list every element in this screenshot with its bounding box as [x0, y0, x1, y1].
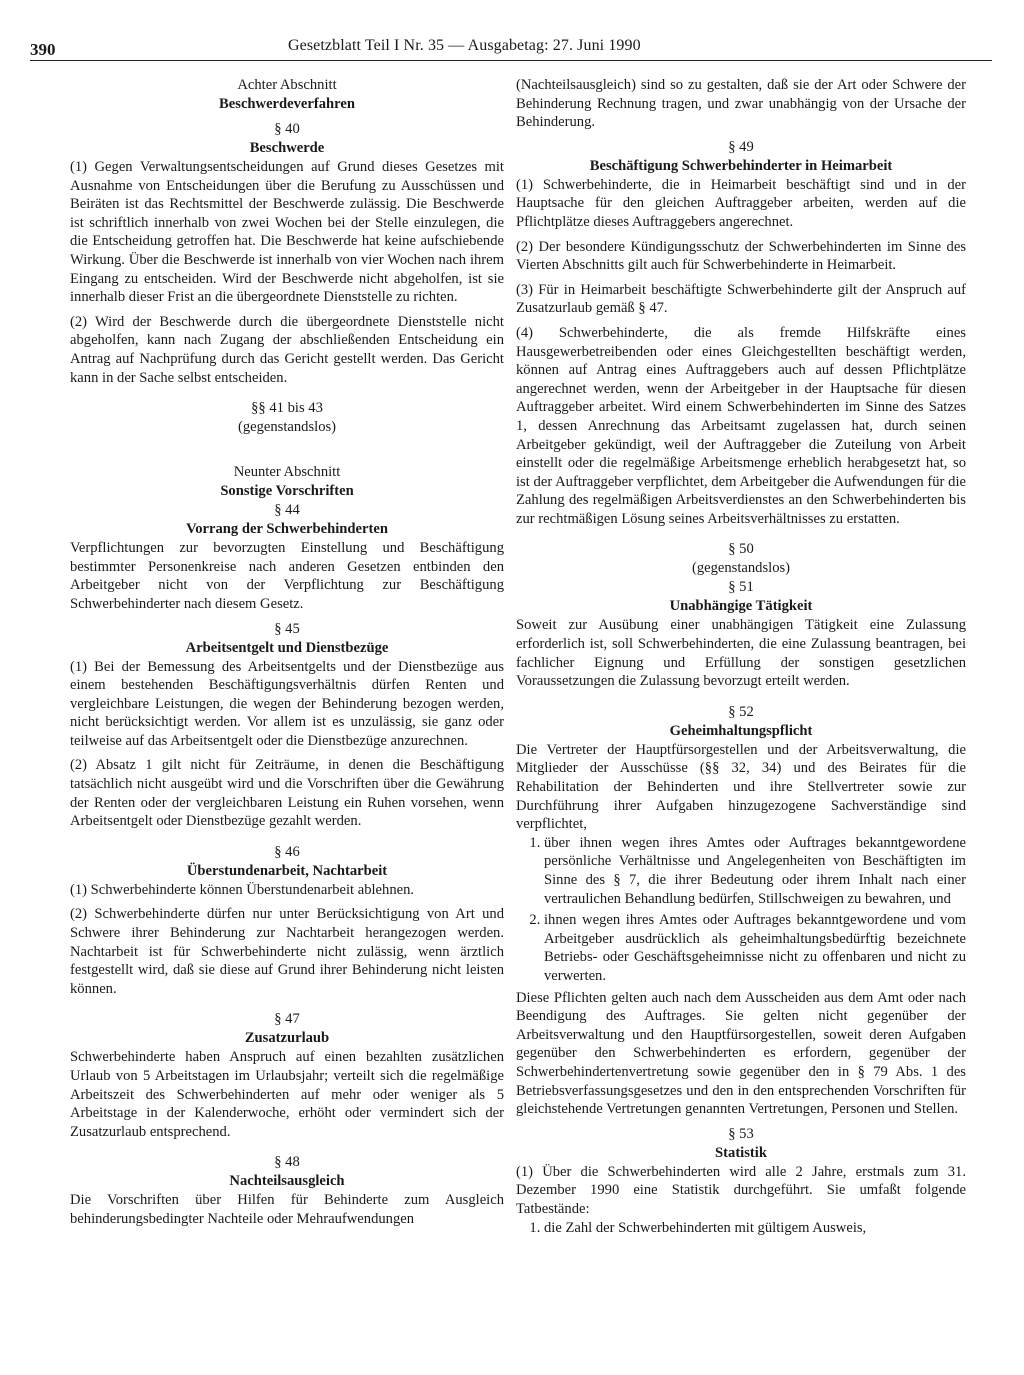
body-text: (2) Wird der Beschwerde durch die übergeordnete Dienststelle nicht abgeholfen, kann nach Zugang der abschließenden Entscheidung ein Antrag auf Nachprüfung durch das Gericht gestellt werden. Das Gericht kann in der Sache selbst entscheiden.	[70, 313, 504, 386]
page-number: 390	[30, 40, 56, 59]
body-text: (1) Bei der Bemessung des Arbeitsentgelts und der Dienstbezüge aus einem bestehenden Beschäftigungsverhältnis dürfen Renten und vergleichbare Leistungen, die wegen der Behinderung bezogen werden, nicht berücksichtigt werden. Vor allem ist es unzulässig, sie ganz oder teilweise auf das Arbeitsentgelt oder die Dienstbezüge anzurechnen.	[70, 658, 504, 749]
body-text: (3) Für in Heimarbeit beschäftigte Schwerbehinderte gilt der Anspruch auf Zusatzurlaub gemäß § 47.	[516, 281, 966, 317]
section-heading: Achter Abschnitt	[237, 77, 337, 93]
paragraph-title: Beschäftigung Schwerbehinderter in Heimarbeit	[589, 157, 893, 174]
paragraph-number: § 49	[728, 138, 754, 155]
obligation-list	[516, 834, 966, 986]
section-subheading: Beschwerdeverfahren	[219, 96, 355, 112]
list-item: 2. ihnen wegen ihres Amtes oder Auftrages bekanntgewordene und vom Arbeitgeber ausdrücklich als geheimhaltungsbedürftig bezeichnete Betriebs- oder Geschäftsgeheimnisse nicht zu offenbaren und nicht zu verwerten.	[544, 911, 966, 985]
body-text: (4) Schwerbehinderte, die als fremde Hilfskräfte eines Hausgewerbetreibenden oder eines Gleichgestellten beschäftigt werden, können auf Antrag eines Auftraggebers auch auf dessen Pflichtplätze angerechnet werden, wenn der Arbeitgeber in der Hauptsache für diesen Auftraggeber arbeitet. Wird einem Schwerbehinderten im Sinne des Satzes 1, dessen Anrechnung das Arbeitsamt zugelassen hat, durch seinen Arbeitgeber gekündigt, weil der Auftraggeber die Zuteilung von Arbeit einstellt oder die regelmäßige Arbeitsmenge erheblich herabgesetzt hat, so ist der Auftraggeber verpflichtet, dem Arbeitgeber die Aufwendungen für die Zahlung des regelmäßigen Arbeitsverdienstes an den Schwerbehinderten bis zur rechtmäßigen Lösung seines Arbeitsverhältnisses zu erstatten.	[516, 324, 966, 527]
body-text: (Nachteilsausgleich) sind so zu gestalten, daß sie der Art oder Schwere der Behinderung Rechnung tragen, und zwar unabhängig von der Ursache der Behinderung.	[516, 77, 966, 131]
paragraph-title: Unabhängige Tätigkeit	[669, 598, 813, 615]
section-subheading: Sonstige Vorschriften	[220, 483, 354, 500]
paragraph-title: Beschwerde	[249, 140, 325, 156]
paragraph-title: Statistik	[715, 1144, 767, 1161]
body-text: (1) Schwerbehinderte, die in Heimarbeit beschäftigt sind und in der Hauptsache für den gleichen Auftraggeber arbeiten, werden auf die Pflichtplätze dieses Auftraggebers angerechnet.	[516, 176, 966, 230]
running-title: Gesetzblatt Teil I Nr. 35 — Ausgabetag: 27. Juni 1990	[288, 37, 641, 54]
body-text: Verpflichtungen zur bevorzugten Einstellung und Beschäftigung bestimmter Personenkreise nach anderen Gesetzen entbinden den Arbeitgeber nicht von der Verpflichtung zur Beschäftigung Schwerbehinderter nach diesem Gesetz.	[70, 540, 504, 612]
section-heading: Neunter Abschnitt	[233, 464, 341, 481]
body-text: (2) Schwerbehinderte dürfen nur unter Berücksichtigung von Art und Schwere ihrer Behinderung zur Nachtarbeit herangezogen werden. Nachtarbeit ist für Schwerbehinderte nicht zulässig, wenn ärztlich festgestellt wird, daß sie diese auf Grund ihrer Behinderung nicht leisten können.	[70, 906, 504, 997]
paragraph-number: §§ 41 bis 43	[251, 400, 323, 417]
body-text: Diese Pflichten gelten auch nach dem Ausscheiden aus dem Amt oder nach Beendigung des Auftrages. Sie gelten nicht gegenüber der Arbeitsverwaltung und den Hauptfürsorgestellen, soweit deren Aufgaben gegenüber den Schwerbehinderten es erfordern, gegenüber der Schwerbehindertenvertretung sowie gegenüber den in § 79 Abs. 1 des Betriebsverfassungsgesetzes und den in den entsprechenden Vorschriften für gleichstehende Vertretungen genannten Vertretungen, Personen und Stellen.	[516, 989, 966, 1118]
paragraph-title: Arbeitsentgelt und Dienstbezüge	[185, 639, 389, 656]
body-text: Schwerbehinderte haben Anspruch auf einen bezahlten zusätzlichen Urlaub von 5 Arbeitstagen im Urlaubsjahr; verteilt sich die regelmäßige Arbeitszeit des Schwerbehinderten auf mehr oder weniger als 5 Arbeitstage in der Kalenderwoche, erhöht oder vermindert sich der Zusatzurlaub entsprechend.	[70, 1049, 504, 1140]
paragraph-number: § 40	[274, 121, 300, 137]
list-item: 1. über ihnen wegen ihres Amtes oder Auftrages bekanntgewordene persönliche Verhältnisse und Angelegenheiten von Beschäftigten im Sinne des § 7, die ihrer Bedeutung oder ihrem Inhalt nach einer vertraulichen Behandlung bedürfen, Stillschweigen zu bewahren, und	[544, 834, 966, 908]
body-text: Die Vertreter der Hauptfürsorgestellen und der Arbeitsverwaltung, die Mitglieder der Ausschüsse (§§ 32, 34) und des Beirates für die Rehabilitation der Behinderten und ihre Stellvertreter sowie zur Durchführung ihrer Aufgaben hinzugezogene Sachverständige sind verpflichtet,	[516, 741, 966, 833]
right-column	[516, 76, 966, 1240]
paragraph-title: Geheimhaltungspflicht	[669, 722, 813, 739]
body-text: (2) Absatz 1 gilt nicht für Zeiträume, in denen die Beschäftigung tatsächlich nicht ausgeübt wird und die Vorschriften über die Gewährung der Renten oder der vergleichbaren Leistung ein Ruhen vorsehen, wenn Arbeitsentgelt oder Dienstbezüge gezahlt werden.	[70, 757, 504, 830]
list-item: 1. die Zahl der Schwerbehinderten mit gültigem Ausweis,	[544, 1219, 966, 1238]
paragraph-number: § 51	[728, 579, 754, 596]
paragraph-number: § 53	[728, 1125, 754, 1142]
paragraph-number: § 47	[274, 1011, 300, 1028]
body-text: (1) Schwerbehinderte können Überstundenarbeit ablehnen.	[70, 881, 415, 898]
body-text: Die Vorschriften über Hilfen für Behinderte zum Ausgleich behinderungsbedingter Nachteile oder Mehraufwendungen	[70, 1192, 504, 1227]
paragraph-number: § 48	[274, 1154, 300, 1171]
paragraph-title: Vorrang der Schwerbehinderten	[186, 521, 388, 538]
body-text: (2) Der besondere Kündigungsschutz der Schwerbehinderten im Sinne des Vierten Abschnitts gilt auch für Schwerbehinderte in Heimarbeit.	[516, 238, 966, 274]
body-text: (1) Über die Schwerbehinderten wird alle 2 Jahre, erstmals zum 31. Dezember 1990 eine Statistik durchgeführt. Sie umfaßt folgende Tatbestände:	[516, 1163, 966, 1217]
paragraph-title: Nachteilsausgleich	[229, 1173, 345, 1190]
body-text: Soweit zur Ausübung einer unabhängigen Tätigkeit eine Zulassung erforderlich ist, soll Schwerbehinderten, die eine Zulassung beantragen, bei fachlicher Eignung und Erfüllung der sonstigen gesetzlichen Voraussetzungen die Zulassung bevorzugt erteilt werden.	[516, 617, 966, 690]
paragraph-title: Überstundenarbeit, Nachtarbeit	[186, 862, 388, 879]
paragraph-number: § 50	[728, 541, 754, 558]
paragraph-number: § 46	[274, 843, 300, 860]
paragraph-number: § 52	[728, 703, 754, 720]
left-column	[70, 76, 504, 1229]
paragraph-number: § 44	[274, 502, 300, 519]
header-rule	[30, 60, 992, 61]
paragraph-title: Zusatzurlaub	[244, 1030, 330, 1047]
paragraph-number: § 45	[274, 620, 300, 637]
statistics-list	[516, 1219, 966, 1238]
paragraph-note: (gegenstandslos)	[237, 419, 337, 436]
paragraph-note: (gegenstandslos)	[691, 560, 791, 577]
body-text: (1) Gegen Verwaltungsentscheidungen auf Grund dieses Gesetzes mit Ausnahme von Entscheidungen über die Berufung zu Ausschüssen und Beiräten ist das Rechtsmittel der Beschwerde zulässig. Die Beschwerde ist schriftlich innerhalb von zwei Wochen bei der Stelle einzulegen, die die Entscheidung getroffen hat. Die Beschwerde hat keine aufschiebende Wirkung. Über die Beschwerde ist innerhalb von vier Wochen nach ihrem Eingang zu entscheiden. Wird der Beschwerde nicht abgeholfen, ist sie innerhalb dieser Frist an die übergeordnete Dienststelle zu richten.	[70, 159, 504, 306]
